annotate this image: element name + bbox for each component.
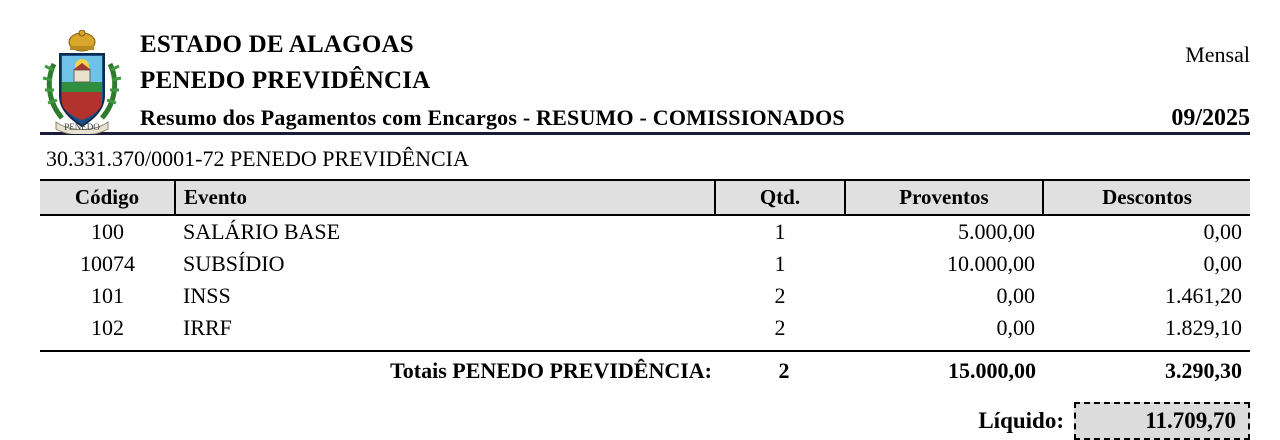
cell-codigo: 102: [91, 315, 124, 340]
totals-proventos: 15.000,00: [948, 358, 1036, 383]
cell-descontos: 0,00: [1203, 219, 1242, 244]
cell-evento: SALÁRIO BASE: [183, 219, 341, 244]
cell-codigo: 10074: [80, 251, 135, 276]
table-row: [40, 280, 1250, 312]
cell-descontos: 0,00: [1203, 251, 1242, 276]
cell-codigo: 100: [91, 219, 124, 244]
column-header-qtd: Qtd.: [715, 180, 845, 215]
net-total-value: 11.709,70: [1074, 402, 1250, 440]
totals-table: [40, 352, 1250, 390]
column-header-proventos: Proventos: [845, 180, 1043, 215]
cell-qtd: 1: [774, 219, 786, 244]
totals-descontos: 3.290,30: [1165, 358, 1242, 383]
table-row: [40, 248, 1250, 280]
cell-qtd: 2: [774, 283, 786, 308]
cell-proventos: 0,00: [996, 283, 1035, 308]
table-row: [40, 312, 1250, 344]
cell-proventos: 0,00: [996, 315, 1035, 340]
document-header: [0, 0, 1280, 132]
header-meta: [1010, 28, 1250, 136]
totals-label: Totais PENEDO PREVIDÊNCIA:: [390, 358, 712, 383]
events-table: [40, 179, 1250, 344]
report-title: Resumo dos Pagamentos com Encargos - RESUMO - COMISSIONADOS: [140, 105, 845, 130]
state-name: ESTADO DE ALAGOAS: [140, 31, 414, 58]
coat-of-arms-icon: [40, 30, 124, 134]
cell-evento: SUBSÍDIO: [183, 251, 285, 276]
cell-codigo: 101: [91, 283, 124, 308]
totals-row: [40, 352, 1250, 390]
entity-name: PENEDO PREVIDÊNCIA: [140, 67, 431, 94]
events-table-body: [40, 215, 1250, 344]
cell-qtd: 1: [774, 251, 786, 276]
column-header-evento: Evento: [175, 180, 715, 215]
net-total-label: Líquido:: [978, 408, 1064, 433]
cell-descontos: 1.461,20: [1165, 283, 1242, 308]
column-header-codigo: Código: [40, 180, 175, 215]
events-table-head: [40, 180, 1250, 215]
column-header-descontos: Descontos: [1043, 180, 1250, 215]
cell-proventos: 5.000,00: [958, 219, 1035, 244]
periodicity-label: Mensal: [1185, 42, 1250, 67]
cell-qtd: 2: [774, 315, 786, 340]
table-row: [40, 215, 1250, 248]
cell-evento: INSS: [183, 283, 231, 308]
table-header-row: [40, 180, 1250, 215]
cell-evento: IRRF: [183, 315, 232, 340]
totals-section: [40, 352, 1250, 390]
events-table-wrapper: [40, 179, 1250, 344]
totals-qtd: 2: [778, 358, 790, 383]
cell-descontos: 1.829,10: [1165, 315, 1242, 340]
employer-line: 30.331.370/0001-72 PENEDO PREVIDÊNCIA: [46, 146, 469, 171]
svg-text:PENEDO: PENEDO: [64, 122, 100, 132]
competence-label: 09/2025: [1171, 105, 1250, 131]
net-total-row: [40, 402, 1250, 440]
cell-proventos: 10.000,00: [947, 251, 1035, 276]
